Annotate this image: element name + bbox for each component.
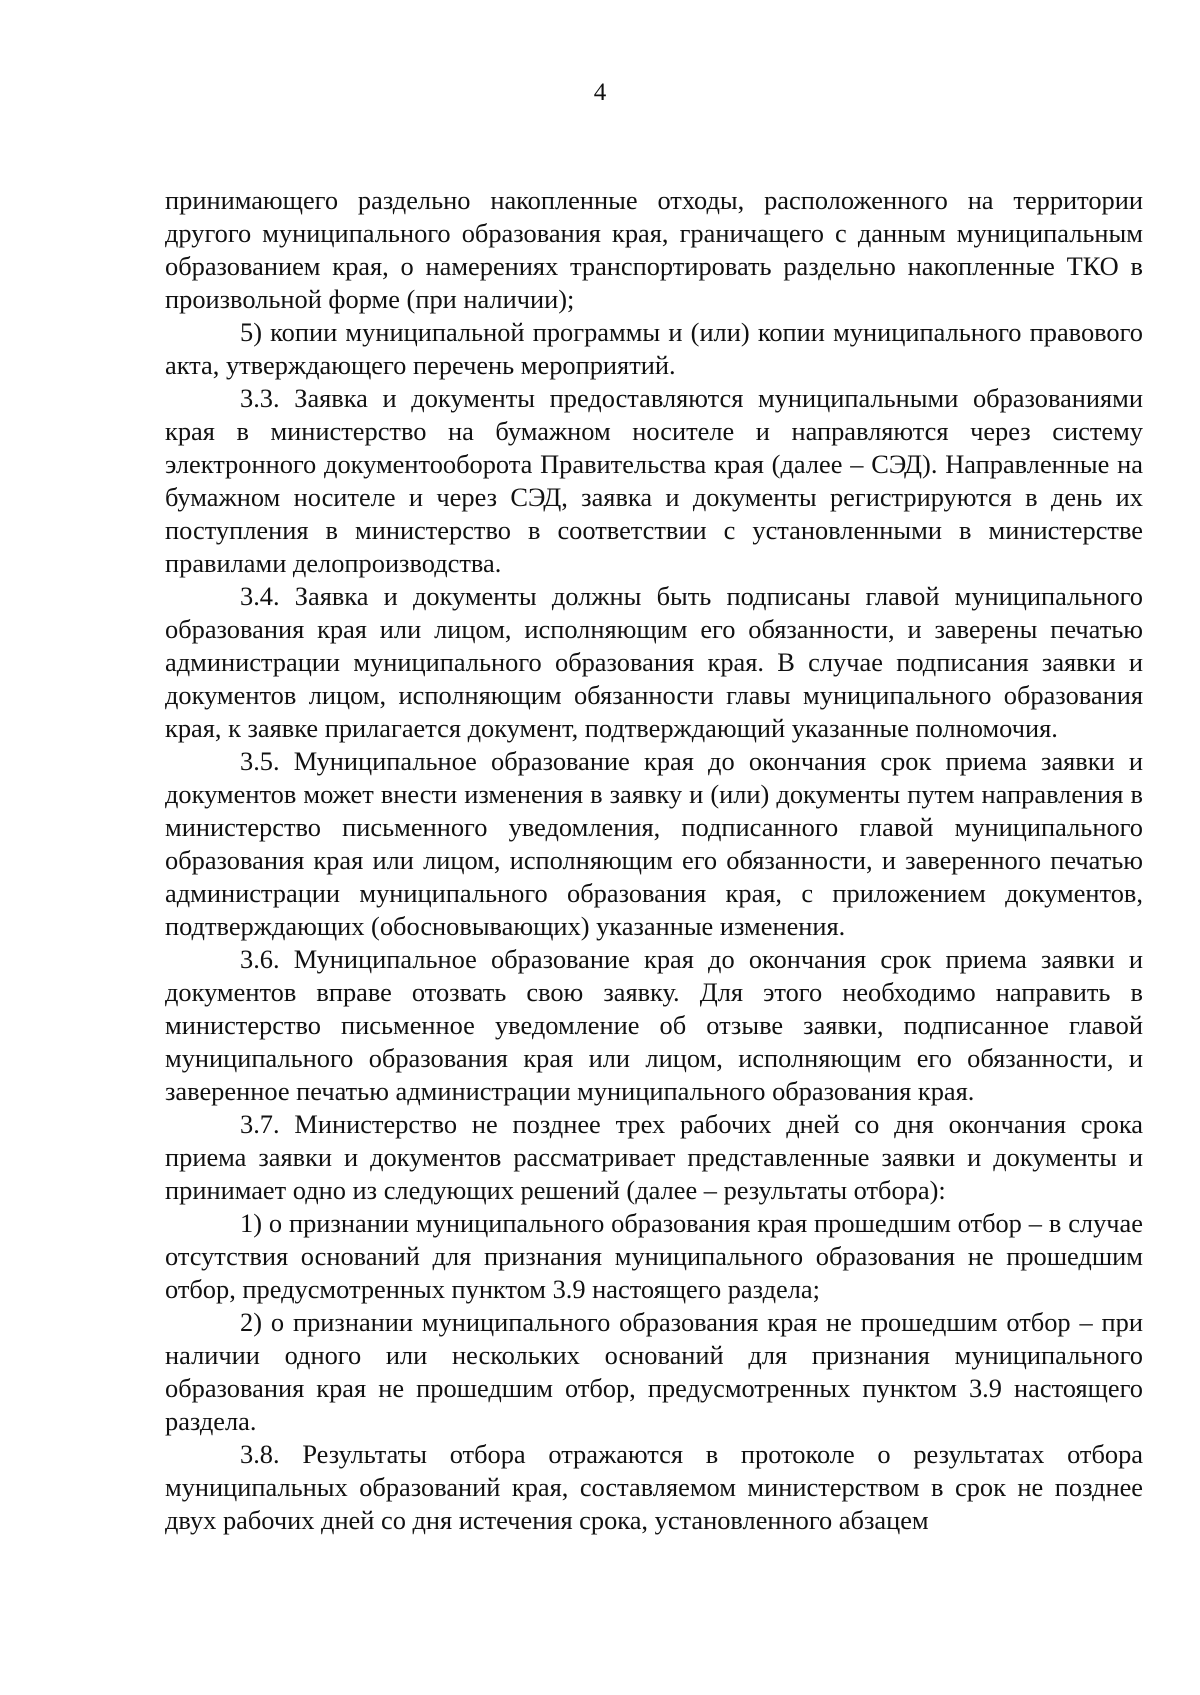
paragraph-7: 3.7. Министерство не позднее трех рабочих дней со дня окончания срока приема заявки и документов рассматривает представленные заявки и документы и принимает одно из следующих решений (далее – результаты отбора): [165,1109,1143,1205]
paragraph-10: 3.8. Результаты отбора отражаются в протоколе о результатах отбора муниципальных образований края, составляемом министерством в срок не позднее двух рабочих дней со дня истечения срока, установленного абзацем [165,1439,1143,1535]
paragraph-2: 5) копии муниципальной программы и (или) копии муниципального правового акта, утверждающего перечень мероприятий. [165,317,1143,380]
paragraph-9: 2) о признании муниципального образования края не прошедшим отбор – при наличии одного или нескольких оснований для признания муниципального образования края не прошедшим отбор, предусмотренных пунктом 3.9 настоящего раздела. [165,1307,1143,1436]
paragraph-3: 3.3. Заявка и документы предоставляются муниципальными образованиями края в министерство на бумажном носителе и направляются через систему электронного документооборота Правительства края (далее – СЭД). Направленные на бумажном носителе и через СЭД, заявка и документы регистрируются в день их поступления в министерство в соответствии с установленными в министерстве правилами делопроизводства. [165,383,1143,578]
document-body [165,184,1143,1537]
paragraph-8: 1) о признании муниципального образования края прошедшим отбор – в случае отсутствия оснований для признания муниципального образования не прошедшим отбор, предусмотренных пунктом 3.9 настоящего раздела; [165,1208,1143,1304]
page-number: 4 [593,79,607,106]
paragraph-4: 3.4. Заявка и документы должны быть подписаны главой муниципального образования края или лицом, исполняющим его обязанности, и заверены печатью администрации муниципального образования края. В случае подписания заявки и документов лицом, исполняющим обязанности главы муниципального образования края, к заявке прилагается документ, подтверждающий указанные полномочия. [165,581,1143,743]
paragraph-1: принимающего раздельно накопленные отходы, расположенного на территории другого муниципального образования края, граничащего с данным муниципальным образованием края, о намерениях транспортировать раздельно накопленные ТКО в произвольной форме (при наличии); [165,185,1143,314]
paragraph-5: 3.5. Муниципальное образование края до окончания срок приема заявки и документов может внести изменения в заявку и (или) документы путем направления в министерство письменного уведомления, подписанного главой муниципального образования края или лицом, исполняющим его обязанности, и заверенного печатью администрации муниципального образования края, с приложением документов, подтверждающих (обосновывающих) указанные изменения. [165,746,1143,941]
paragraph-6: 3.6. Муниципальное образование края до окончания срок приема заявки и документов вправе отозвать свою заявку. Для этого необходимо направить в министерство письменное уведомление об отзыве заявки, подписанное главой муниципального образования края или лицом, исполняющим его обязанности, и заверенное печатью администрации муниципального образования края. [165,944,1143,1106]
